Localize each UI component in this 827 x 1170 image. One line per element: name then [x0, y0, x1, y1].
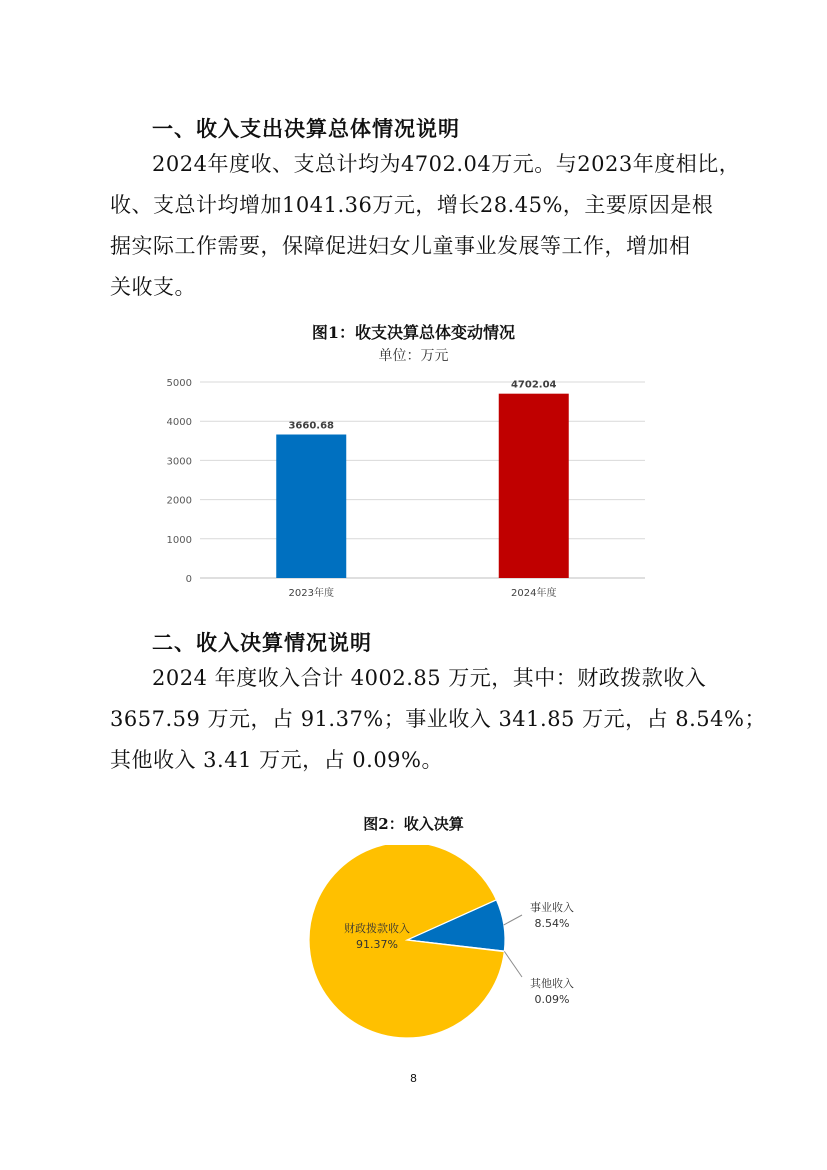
- section1-heading: 一、收入支出决算总体情况说明: [152, 117, 460, 141]
- x-tick-label: 2024年度: [511, 588, 557, 599]
- leader-line: [504, 915, 522, 925]
- chart1-title: 图1：收支决算总体变动情况: [311, 323, 516, 342]
- y-tick-label: 5000: [166, 378, 192, 389]
- chart1-bars: [276, 380, 569, 578]
- slice-label: 其他收入: [530, 977, 574, 990]
- bar: [499, 394, 569, 578]
- y-tick-label: 3000: [166, 456, 192, 468]
- slice-percent: 0.09%: [534, 993, 570, 1006]
- section1-paragraph: [110, 144, 741, 308]
- paragraph-line: 3657.59 万元，占 91.37%；事业收入 341.85 万元，占 8.54%；: [110, 707, 766, 731]
- leader-line: [504, 951, 522, 977]
- slice-percent: 91.37%: [356, 938, 398, 951]
- paragraph-line: 2024年度收、支总计均为4702.04万元。与2023年度相比，: [152, 152, 741, 176]
- slice-label: 事业收入: [530, 901, 574, 914]
- chart1-y-axis: [167, 378, 192, 585]
- chart1-x-axis: [289, 586, 557, 599]
- bar-data-label: 3660.68: [288, 420, 335, 432]
- paragraph-line: 关收支。: [110, 275, 196, 299]
- y-tick-label: 1000: [166, 534, 192, 546]
- chart1-gridlines: [200, 379, 645, 578]
- section2-heading: 二、收入决算情况说明: [152, 631, 372, 655]
- paragraph-line: 其他收入 3.41 万元，占 0.09%。: [110, 748, 443, 772]
- chart2-title: 图2：收入决算: [363, 815, 464, 833]
- chart1-subtitle: 单位：万元: [378, 348, 449, 364]
- paragraph-line: 2024 年度收入合计 4002.85 万元，其中：财政拨款收入: [152, 666, 707, 690]
- y-tick-label: 0: [185, 574, 192, 585]
- y-tick-label: 4000: [166, 417, 192, 429]
- chart2-slices: [309, 845, 505, 1038]
- x-tick-label: 2023年度: [288, 588, 334, 599]
- page-number: 8: [410, 1072, 417, 1085]
- paragraph-line: 收、支总计均增加1041.36万元，增长28.45%，主要原因是根: [110, 193, 714, 217]
- slice-percent: 8.54%: [534, 917, 570, 930]
- y-tick-label: 2000: [166, 495, 192, 507]
- pie-chart: [290, 845, 620, 1045]
- slice-label: 财政拨款收入: [344, 922, 410, 935]
- bar-data-label: 4702.04: [510, 379, 557, 391]
- paragraph-line: 据实际工作需要，保障促进妇女儿童事业发展等工作，增加相: [110, 234, 691, 258]
- bar: [276, 435, 346, 578]
- bar-chart: [150, 372, 660, 604]
- section2-paragraph: [110, 658, 766, 781]
